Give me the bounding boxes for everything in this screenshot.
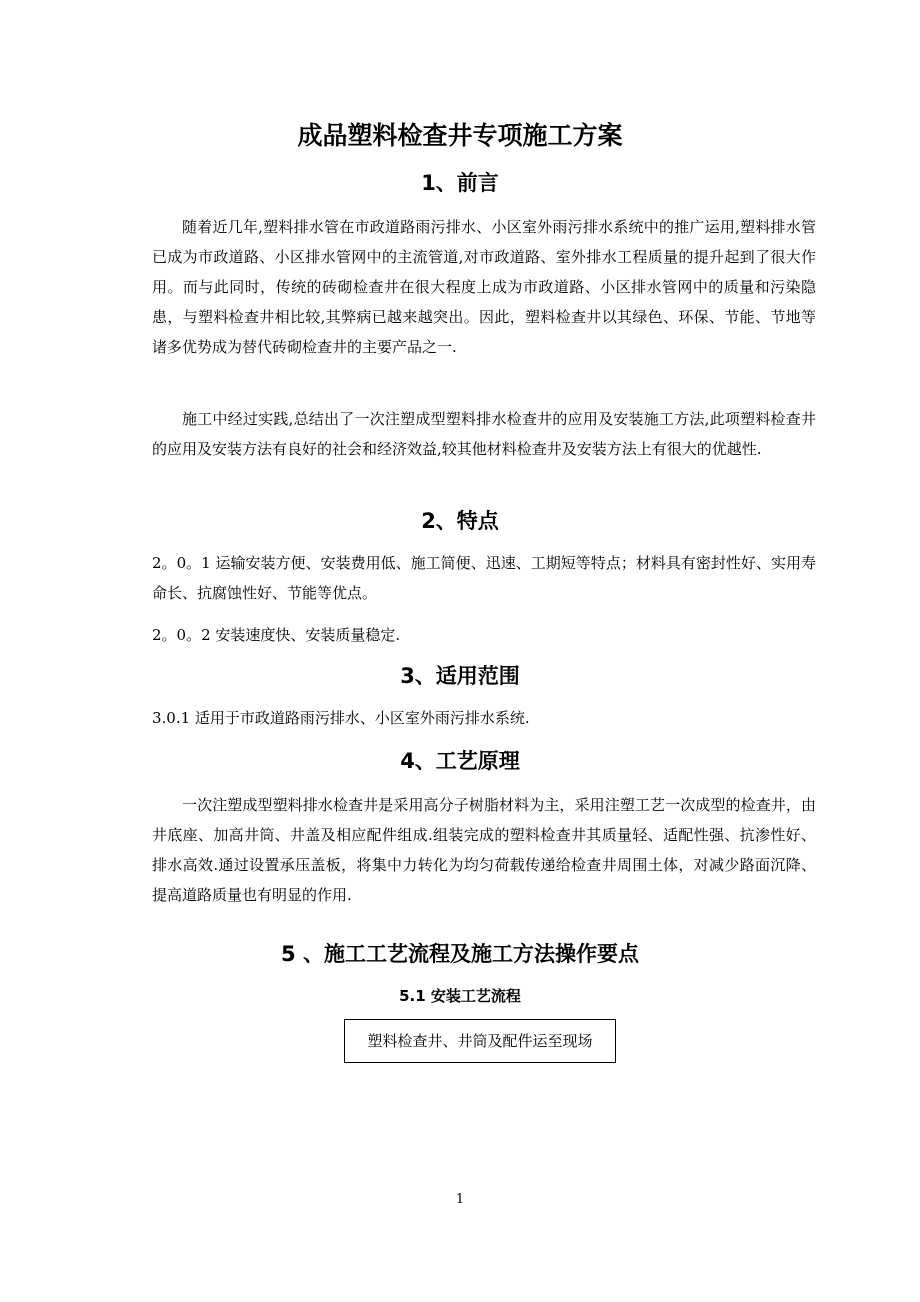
features-paragraph-2: 2。0。2 安装速度快、安装质量稳定.	[152, 626, 401, 644]
section-heading-principle: 4、工艺原理	[400, 749, 520, 773]
section-heading-preface: 1、前言	[421, 171, 499, 195]
document-title: 成品塑料检查井专项施工方案	[297, 121, 623, 150]
section-heading-process: 5 、施工工艺流程及施工方法操作要点	[281, 942, 639, 966]
section-heading-scope: 3、适用范围	[400, 664, 520, 688]
preface-paragraph-2: 施工中经过实践,总结出了一次注塑成型塑料排水检查井的应用及安装施工方法,此项塑料检查井的应用及安装方法有良好的社会和经济效益,较其他材料检查井及安装方法上有很大的优越性.	[152, 410, 816, 458]
preface-paragraph-1: 随着近几年,塑料排水管在市政道路雨污排水、小区室外雨污排水系统中的推广运用,塑料排水管已成为市政道路、小区排水管网中的主流管道,对市政道路、室外排水工程质量的提升起到了很大作用。而与此同时，传统的砖砌检查井在很大程度上成为市政道路、小区排水管网中的质量和污染隐患，与塑料检查井相比较,其弊病已越来越突出。因此，塑料检查井以其绿色、环保、节能、节地等诸多优势成为替代砖砌检查井的主要产品之一.	[152, 218, 816, 356]
page-number: 1	[455, 1192, 465, 1207]
features-paragraph-1: 2。0。1 运输安装方便、安装费用低、施工简便、迅速、工期短等特点；材料具有密封性好、实用寿命长、抗腐蚀性好、节能等优点。	[152, 554, 816, 602]
section-heading-features: 2、特点	[421, 509, 499, 533]
scope-paragraph-1: 3.0.1 适用于市政道路雨污排水、小区室外雨污排水系统.	[152, 709, 530, 727]
flow-step-box: 塑料检查井、井筒及配件运至现场	[344, 1019, 616, 1063]
principle-paragraph-1: 一次注塑成型塑料排水检查井是采用高分子树脂材料为主，采用注塑工艺一次成型的检查井，由井底座、加高井筒、井盖及相应配件组成.组装完成的塑料检查井其质量轻、适配性强、抗渗性好、排水高效.通过设置承压盖板，将集中力转化为均匀荷载传递给检查井周围土体，对减少路面沉降、提高道路质量也有明显的作用.	[152, 796, 816, 904]
subsection-heading-install-flow: 5.1 安装工艺流程	[399, 987, 521, 1005]
